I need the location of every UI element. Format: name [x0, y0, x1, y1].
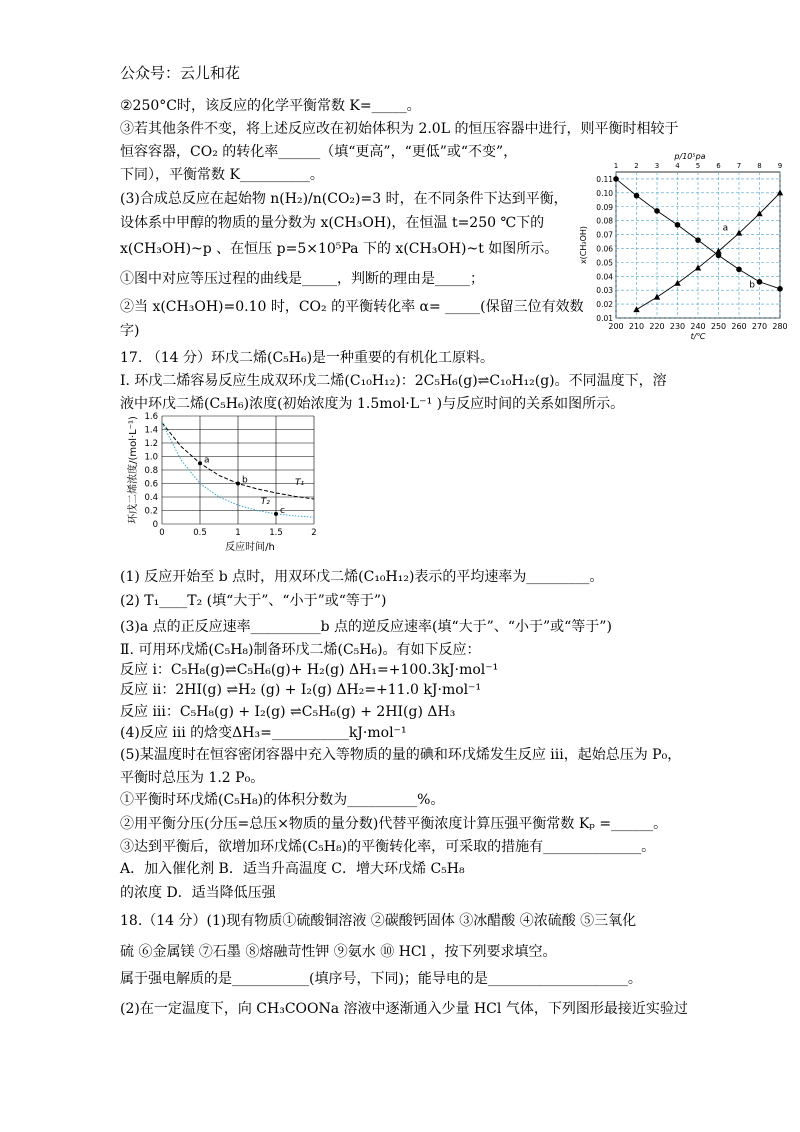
x2-tick-label: 1 — [613, 162, 619, 170]
text-line: (1) 反应开始至 b 点时，用双环戊二烯(C₁₀H₁₂)表示的平均速率为_________。 — [120, 569, 604, 585]
text-line: x(CH₃OH)~p 、在恒压 p=5×10⁵Pa 下的 x(CH₃OH)~t 如图所示。 — [120, 241, 559, 257]
text-line: 的浓度 D．适当降低压强 — [120, 885, 276, 901]
data-point — [236, 482, 240, 486]
x-axis-label: 反应时间/h — [225, 542, 275, 553]
data-point — [695, 264, 701, 270]
series-label-T2: T₂ — [260, 496, 270, 507]
y-axis-label: x(CH₃OH) — [579, 225, 588, 265]
text-line: 17. （14 分）环戊二烯(C₅H₆)是一种重要的有机化工原料。 — [120, 350, 495, 366]
data-point — [675, 222, 681, 228]
data-point — [777, 189, 783, 195]
x-tick-label: 200 — [608, 322, 624, 331]
data-point — [654, 294, 660, 300]
y-tick-label: 1.6 — [144, 412, 158, 422]
text-line: (3)a 点的正反应速率__________b 点的逆反应速率(填“大于”、“小于”或“等于”) — [120, 619, 612, 635]
data-point — [695, 237, 701, 243]
text-line: 属于强电解质的是___________(填序号，下同)；能导电的是____________________。 — [120, 971, 642, 987]
x-tick-label: 0.5 — [193, 528, 207, 538]
x2-tick-label: 8 — [757, 162, 762, 170]
x-tick-label: 230 — [669, 322, 686, 331]
x2-tick-label: 6 — [716, 162, 721, 170]
text-line: 平衡时总压为 1.2 P₀。 — [120, 770, 265, 786]
x-tick-label: 280 — [772, 322, 788, 331]
page-header: 公众号：云儿和花 — [120, 64, 241, 82]
y-tick-label: 0.09 — [596, 202, 613, 212]
text-line: 液中环戊二烯(C₅H₆)浓度(初始浓度为 1.5mol·L⁻¹ )与反应时间的关系如图所示。 — [120, 396, 625, 412]
point-label: a — [204, 455, 210, 466]
text-line: 反应 i：C₅H₈(g)⇌C₅H₆(g)+ H₂(g) ΔH₁=+100.3kJ·mol⁻¹ — [120, 662, 499, 678]
y-tick-label: 0.08 — [596, 216, 613, 226]
x2-tick-label: 3 — [654, 162, 660, 170]
x-axis-label: t/℃ — [690, 332, 706, 340]
y-tick-label: 1.4 — [144, 425, 158, 436]
y-tick-label: 0.03 — [596, 286, 613, 296]
series-label-a: a — [722, 223, 729, 234]
y-tick-label: 0.10 — [596, 188, 613, 198]
y-tick-label: 0.06 — [596, 244, 613, 254]
point-label: c — [280, 505, 285, 516]
y-tick-label: 0.07 — [596, 230, 613, 240]
x2-tick-label: 4 — [675, 162, 680, 170]
text-line: 反应 ii：2HI(g) ⇌H₂ (g) + I₂(g) ΔH₂=+11.0 kJ·mol⁻¹ — [120, 682, 482, 698]
text-line: ②用平衡分压(分压=总压×物质的量分数)代替平衡浓度计算压强平衡常数 Kₚ =______。 — [120, 816, 668, 832]
y-tick-label: 1.0 — [144, 452, 158, 463]
text-line: 字) — [120, 323, 140, 339]
x-tick-label: 250 — [710, 322, 727, 331]
text-line: ②当 x(CH₃OH)=0.10 时，CO₂ 的平衡转化率 α= _____(保留三位有效数 — [120, 299, 584, 315]
text-line: (3)合成总反应在起始物 n(H₂)/n(CO₂)=3 时，在不同条件下达到平衡， — [120, 191, 568, 207]
data-point — [674, 280, 680, 286]
y-tick-label: 0.01 — [596, 314, 613, 323]
point-label: b — [242, 475, 248, 486]
chart-cyclopentadiene — [120, 410, 330, 560]
x2-tick-label: 7 — [736, 162, 742, 170]
y-tick-label: 0.6 — [144, 479, 158, 490]
y-tick-label: 0.02 — [596, 300, 613, 310]
text-line: 18.（14 分）(1)现有物质①硫酸铜溶液 ②碳酸钙固体 ③冰醋酸 ④浓硫酸 ⑤三氧化 — [120, 913, 637, 929]
x-tick-label: 220 — [649, 322, 665, 331]
data-point — [654, 208, 660, 214]
text-line: ②250°C时，该反应的化学平衡常数 K=_____。 — [120, 98, 421, 114]
text-line: Ⅰ. 环戊二烯容易反应生成双环戊二烯(C₁₀H₁₂)：2C₅H₆(g)⇌C₁₀H₁₂(g)。不同温度下，溶 — [120, 373, 667, 389]
text-line: ③若其他条件不变，将上述反应改在初始体积为 2.0L 的恒压容器中进行，则平衡时相较于 — [120, 121, 679, 137]
data-point — [613, 176, 619, 182]
y-tick-label: 1.2 — [144, 439, 158, 449]
data-point — [634, 193, 640, 199]
x-tick-label: 270 — [751, 322, 768, 331]
y-tick-label: 0.4 — [144, 493, 158, 503]
y-tick-label: 0.11 — [596, 174, 613, 184]
text-line: 设体系中甲醇的物质的量分数为 x(CH₃OH)，在恒温 t=250 ℃下的 — [120, 215, 545, 231]
x2-tick-label: 9 — [777, 162, 783, 170]
x2-tick-label: 5 — [695, 162, 701, 170]
text-line: ③达到平衡后，欲增加环戊烯(C₅H₈)的平衡转化率，可采取的措施有______________。 — [120, 839, 656, 855]
x-tick-label: 260 — [731, 322, 747, 331]
data-point — [198, 461, 202, 465]
text-line: ①图中对应等压过程的曲线是_____，判断的理由是_____； — [120, 271, 484, 287]
y-tick-label: 0.05 — [596, 258, 613, 268]
text-line: (4)反应 iii 的焓变ΔH₃=___________kJ·mol⁻¹ — [120, 725, 407, 741]
text-line: (2)在一定温度下，向 CH₃COONa 溶液中逐渐通入少量 HCl 气体，下列图形最接近实验过 — [120, 1001, 688, 1017]
data-point — [633, 306, 639, 312]
y-tick-label: 0.8 — [144, 466, 158, 476]
x-tick-label: 0 — [159, 528, 165, 538]
text-line: (2) T₁____T₂ (填“大于”、“小于”或“等于”) — [120, 593, 387, 609]
y-tick-label: 0.2 — [144, 506, 158, 517]
x-tick-label: 1.5 — [269, 528, 283, 538]
x-tick-label: 2 — [311, 528, 317, 538]
text-line: 恒容容器，CO₂ 的转化率______（填“更高”，“更低”或“不变”， — [120, 144, 518, 160]
x-tick-label: 210 — [628, 322, 645, 331]
y-axis-label: 环戊二烯浓度/(mol·L⁻¹) — [128, 416, 139, 524]
data-point — [736, 267, 742, 273]
chart-ch3oh — [578, 150, 788, 340]
text-line: (5)某温度时在恒容密闭容器中充入等物质的量的碘和环戊烯发生反应 iii，起始总压为 P₀， — [120, 747, 682, 763]
text-line: 反应 iii：C₅H₈(g) + I₂(g) ⇌C₅H₆(g) + 2HI(g) ΔH₃ — [120, 704, 456, 720]
text-line: ①平衡时环戊烯(C₅H₈)的体积分数为__________%。 — [120, 792, 445, 808]
text-line: 硫 ⑥金属镁 ⑦石墨 ⑧熔融苛性钾 ⑨氨水 ⑩ HCl ，按下列要求填空。 — [120, 944, 557, 960]
text-line: Ⅱ. 可用环戊烯(C₅H₈)制备环戊二烯(C₅H₆)。有如下反应： — [120, 642, 481, 658]
y-tick-label: 0.04 — [596, 272, 613, 282]
x-tick-label: 1 — [235, 528, 241, 538]
y-tick-label: 0 — [152, 520, 158, 530]
text-line: 下同），平衡常数 K__________。 — [120, 167, 324, 183]
data-point — [777, 286, 783, 292]
x2-axis-label: p/10⁵pa — [674, 152, 706, 161]
x2-tick-label: 2 — [634, 162, 639, 170]
series-label-b: b — [749, 280, 755, 291]
data-point — [757, 279, 763, 285]
data-point — [274, 512, 278, 516]
x-tick-label: 240 — [690, 322, 706, 331]
series-label-T1: T₁ — [295, 477, 305, 488]
text-line: A．加入催化剂 B．适当升高温度 C．增大环戊烯 C₅H₈ — [120, 861, 465, 877]
